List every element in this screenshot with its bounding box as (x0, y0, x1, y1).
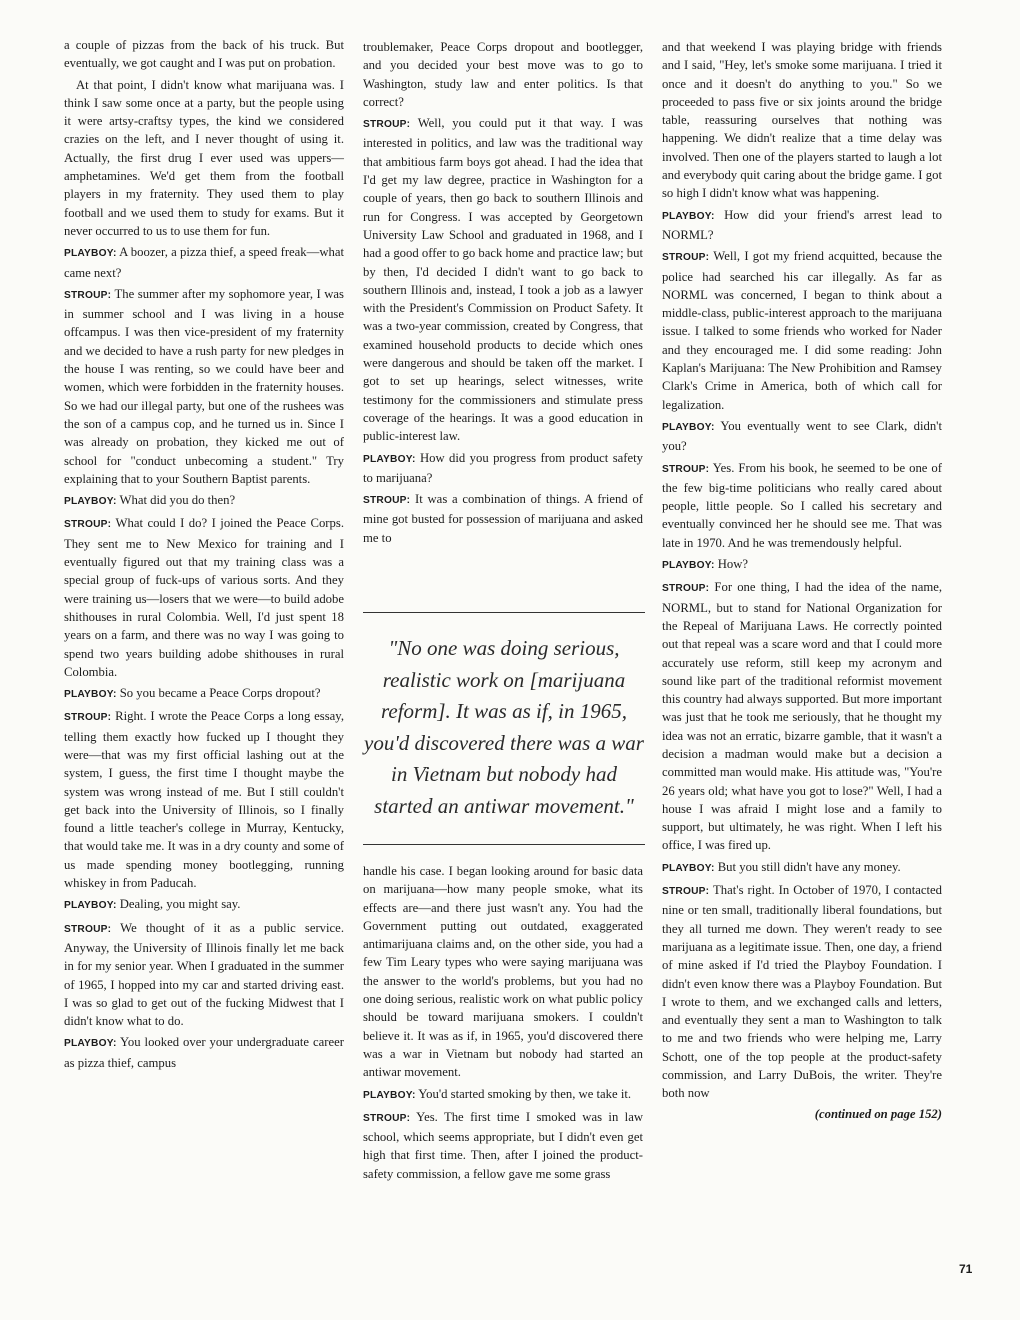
column-3 (662, 38, 942, 1123)
column-2-continued (363, 862, 643, 1183)
speaker-label: STROUP: (662, 252, 710, 264)
paragraph (662, 459, 942, 552)
paragraph-text: Dealing, you might say. (119, 897, 241, 912)
paragraph (662, 555, 942, 575)
paragraph (662, 578, 942, 854)
speaker-label: PLAYBOY: (64, 900, 117, 912)
paragraph (64, 76, 344, 241)
continued-notice: (continued on page 152) (814, 1106, 942, 1121)
paragraph-text: handle his case. I began looking around for basic data on marijuana—how many people smoke, what its effects are—and there just wasn't any. You had the Government putting out outdated, exaggerated antimarijuana claims and, on the other side, you had a few Tim Leary types who were saying marijuana was the answer to the world's problems, but you had no one doing serious, realistic work on what public policy should be toward marijuana smokers. I couldn't believe it. It was as if, in 1965, you'd discovered there was a war in Vietnam but nobody had started an antiwar movement. (363, 864, 643, 1080)
speaker-label: STROUP: (662, 463, 710, 475)
pull-quote: "No one was doing serious, realistic work on [marijuana reform]. It was as if, in 1965, you'd discovered there was a war in Vietnam but nobody had started an antiwar movement." (364, 636, 644, 818)
paragraph-text: You'd started smoking by then, we take it. (418, 1086, 632, 1101)
paragraph (64, 36, 344, 73)
paragraph (662, 881, 942, 1103)
speaker-label: PLAYBOY: (363, 1089, 416, 1101)
paragraph-text: Well, you could put it that way. I was interested in politics, and law was the traditional way that ambitious farm boys got ahead. I had the idea that I'd get my law degree, practice in Washington for a couple of years, then go back to southern Illinois and run for Congress. I was accepted by Georgetown University Law School and graduated in 1968, and I had a good offer to go back home and practice law; but by then, I'd decided I didn't want to go back to southern Illinois and, instead, I took a job as a lawyer with the President's Commission on Product Safety. It was a two-year commission, created by Congress, that examined household products to decide which ones were dangerous and should be taken off the market. I got to set up hearings, select witnesses, write testimony for the commissioners and stimulate press coverage of the hearings. It was a good education in public-interest law. (363, 116, 643, 444)
paragraph (64, 243, 344, 282)
paragraph-text: That's right. In October of 1970, I contacted nine or ten small, traditionally liberal foundations, but they all turned me down. They weren't ready to see marijuana as a legitimate issue. Then, one day, a friend of mine asked if I'd tried the Playboy Foundation. I didn't even know there was a Playboy Foundation. But I wrote to them, and we exchanged calls and letters, and eventually they sent a man to Washington to talk to me and two friends who were helping me, Larry Schott, one of the top people at the product-safety commission, and Larry DuBois, the writer. They're both now (662, 883, 942, 1101)
paragraph-text: You looked over your undergraduate career as pizza thief, campus (64, 1035, 344, 1070)
paragraph-text: The summer after my sophomore year, I was in summer school and I was living in a house offcampus. I was then vice-president of my fraternity and we decided to have a rush party for new pledges in the house I was renting, so we could have beer and women, which were forbidden in the fraternity houses. So we had our illegal party, but one of the rushees was the son of a campus cop, and he turned us in. Since I was already on probation, they kicked me out of school for "conduct unbecoming a student." Try explaining that to your Southern Baptist parents. (64, 286, 344, 486)
column-2 (363, 38, 643, 547)
paragraph (64, 684, 344, 704)
paragraph (363, 1085, 643, 1105)
paragraph-text: At that point, I didn't know what marijuana was. I think I saw some once at a party, but the people using it were artsy-craftsy types, the kind we considered crazies on the left, and I never thought of using it. Actually, the first drug I ever used was uppers—amphetamines. We'd get them from the football players in my fraternity. They used them to play football and we used them to study for exams. But it never occurred to us to use them for fun. (64, 77, 344, 238)
paragraph (662, 858, 942, 878)
speaker-label: STROUP: (662, 886, 710, 898)
speaker-label: STROUP: (662, 583, 710, 595)
paragraph-text: Yes. The first time I smoked was in law school, which seems appropriate, but I didn't even get high that first time. Then, after I joined the product-safety commission, a fellow gave me some grass (363, 1109, 643, 1181)
speaker-label: PLAYBOY: (363, 453, 416, 465)
speaker-label: PLAYBOY: (64, 248, 117, 260)
paragraph-text: Well, I got my friend acquitted, because the police had searched his car illegally. As far as NORML was concerned, I began to think about a middle-class, public-interest approach to the marijuana issue. I talked to some friends who worked for Nader and they encouraged me. I did some reading: John Kaplan's Marijuana: The New Prohibition and Ramsey Clark's Crime in America, both of which call for legalization. (662, 249, 942, 412)
paragraph-text: troublemaker, Peace Corps dropout and bootlegger, and you decided your best move was to go to Washington, study law and enter politics. Is that correct? (363, 40, 643, 109)
speaker-label: PLAYBOY: (662, 862, 715, 874)
paragraph-text: We thought of it as a public service. Anyway, the University of Illinois finally let me back in for my senior year. When I graduated in the summer of 1965, I hopped into my car and started driving east. I was so glad to get out of the fucking Midwest that I didn't know what to do. (64, 920, 344, 1029)
speaker-label: STROUP: (363, 495, 411, 507)
paragraph (662, 417, 942, 456)
speaker-label: STROUP: (64, 712, 112, 724)
paragraph-text: Right. I wrote the Peace Corps a long essay, telling them exactly how fucked up I thought they were—that was my first official lashing out at the system, I guess, the first time I thought maybe the system was wrong instead of me. But I still couldn't get back into the University of Illinois, so I finally found a little teacher's college in Murray, Kentucky, that would take me. It was in a dry county and some of us made spending money bootlegging, running whiskey in from Paducah. (64, 709, 344, 891)
speaker-label: STROUP: (363, 1112, 411, 1124)
paragraph (662, 206, 942, 245)
paragraph (363, 862, 643, 1082)
paragraph-text: So you became a Peace Corps dropout? (119, 686, 321, 701)
paragraph (363, 449, 643, 488)
speaker-label: PLAYBOY: (64, 689, 117, 701)
paragraph (64, 514, 344, 681)
paragraph (64, 1033, 344, 1072)
speaker-label: STROUP: (363, 119, 411, 131)
paragraph (64, 895, 344, 915)
paragraph-text: It was a combination of things. A friend of mine got busted for possession of marijuana and asked me to (363, 492, 644, 545)
paragraph-text: How did your friend's arrest lead to NORML? (662, 207, 942, 242)
speaker-label: PLAYBOY: (662, 560, 715, 572)
paragraph (363, 38, 643, 111)
paragraph (363, 490, 643, 547)
paragraph-text: How? (717, 557, 749, 572)
speaker-label: PLAYBOY: (662, 210, 715, 222)
page-number: 71 (959, 1262, 973, 1276)
speaker-label: PLAYBOY: (64, 1038, 117, 1050)
speaker-label: STROUP: (64, 289, 112, 301)
paragraph-text: What could I do? I joined the Peace Corps. They sent me to New Mexico for training and I eventually figured out that my training class was a special group of fuck-ups of various sorts. And they were training us—losers that we were—to build adobe shithouses in rural Colombia. Well, I'd just spent 18 years on a farm, and there was no way I was going to spend two years building adobe shithouses in rural Colombia. (64, 516, 344, 679)
paragraph-text: and that weekend I was playing bridge with friends and I said, "Hey, let's smoke some marijuana. I tried it once and it doesn't do anything to you." So we proceeded to pass five or six joints around the bridge table, reassuring ourselves that nothing was happening. We didn't realize that a time delay was involved. Then one of the players started to laugh a lot and everybody quit caring about the bridge game. I got so high I didn't know what was happening. (662, 40, 942, 201)
paragraph-text: You eventually went to see Clark, didn't you? (662, 418, 942, 454)
paragraph-text: Yes. From his book, he seemed to be one of the few big-time politicians who really cared about people, little people. So I called his secretary and eventually convinced her he should see me. That was late in 1970. And he was tremendously helpful. (662, 460, 942, 550)
paragraph-text: A boozer, a pizza thief, a speed freak—what came next? (64, 245, 344, 280)
speaker-label: STROUP: (64, 519, 112, 531)
speaker-label: STROUP: (64, 923, 112, 935)
speaker-label: PLAYBOY: (64, 496, 117, 508)
paragraph (662, 38, 942, 203)
paragraph (363, 114, 643, 445)
paragraph (363, 1108, 643, 1183)
speaker-label: PLAYBOY: (662, 421, 715, 433)
pull-quote-box (363, 612, 645, 845)
paragraph (64, 919, 344, 1031)
column-1 (64, 36, 344, 1072)
paragraph-text: But you still didn't have any money. (717, 859, 901, 874)
paragraph-text: What did you do then? (119, 493, 236, 508)
paragraph-text: How did you progress from product safety to marijuana? (363, 450, 643, 485)
paragraph (64, 491, 344, 511)
paragraph (662, 247, 942, 414)
paragraph-text: a couple of pizzas from the back of his truck. But eventually, we got caught and I was put on probation. (64, 38, 344, 71)
paragraph (64, 285, 344, 488)
paragraph (64, 707, 344, 892)
paragraph-text: For one thing, I had the idea of the name, NORML, but to stand for National Organization for the Repeal of Marijuana Laws. He correctly pointed out that repeal was a scare word and that I could more accurately use reform, still keep my acronym and sound like part of the traditional reformist movement this country had always supported. But more important was just that he took me seriously, that he thought my idea was not an erratic, bizarre gamble, that it wasn't a decision a madman would make but a decision a committed man would make. His attitude was, "You're 26 years old; what have you got to lose?" Well, I had a house I was afraid I might lose and a family to support, but ultimately, he was right. When I left his office, I was fired up. (662, 580, 943, 853)
column-3-text (662, 38, 942, 1103)
